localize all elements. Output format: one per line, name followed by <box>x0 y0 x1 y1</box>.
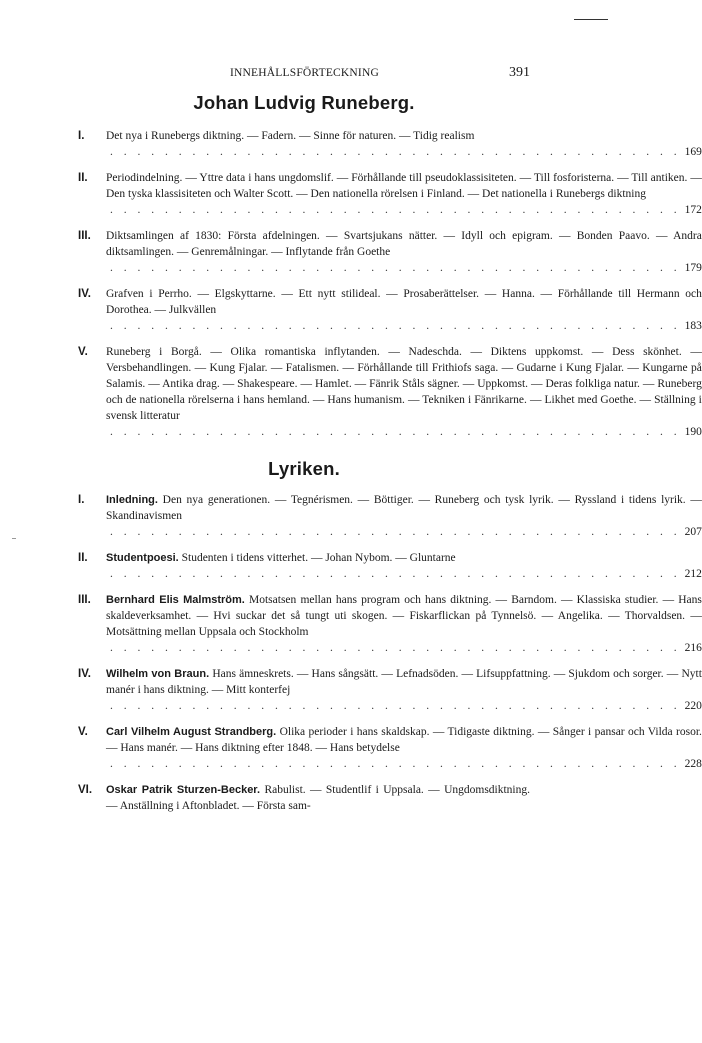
toc-entry <box>78 170 702 218</box>
toc-entry <box>78 666 702 714</box>
entry-number: IV. <box>78 288 92 300</box>
toc-entry <box>78 592 702 656</box>
leader-dots <box>110 524 681 540</box>
leader-dots <box>110 144 681 160</box>
entry-number: III. <box>78 594 91 606</box>
toc-entry <box>78 228 702 276</box>
leader-dots <box>110 640 681 656</box>
entry-lead: Inledning. <box>106 494 158 506</box>
leader-dots <box>110 202 681 218</box>
entry-page: 228 <box>684 758 702 770</box>
entry-text: Det nya i Runebergs diktning. — Fadern. — Sinne för naturen. — Tidig realism <box>106 130 475 142</box>
running-head-title: INNEHÅLLSFÖRTECKNING <box>230 67 379 79</box>
page <box>78 62 702 824</box>
gutter-mark <box>12 538 16 539</box>
section-title-runeberg: Johan Ludvig Runeberg. <box>193 92 415 113</box>
entry-lead: Oskar Patrik Sturzen-Becker. <box>106 784 261 796</box>
entry-text: Runeberg i Borgå. — Olika romantiska inflytanden. — Nadeschda. — Diktens uppkomst. — Dess skönhet. — Versbehandlingen. — Kung Fjalar. — Fatalismen. — Förhållande till Frithiofs saga. — Gudarne i Kung Fjalar. — Kungarne på Salamis. — Antika drag. — Shakespeare. — Hamlet. — Fänrik Ståls sägner. — Uppkomst. — Deras folkliga natur. — Runeberg och de nationella rörelserna i hans hemland. — Hans humanism. — Tekniken i Fänrikarne. — Likhet med Goethe. — Ställning i svensk litteratur <box>106 346 702 422</box>
entry-number: IV. <box>78 668 92 680</box>
leader-dots <box>110 566 681 582</box>
leader-dots <box>110 318 681 334</box>
page-number: 391 <box>509 65 530 80</box>
entry-lead: Wilhelm von Braun. <box>106 668 210 680</box>
toc-entry <box>78 128 702 160</box>
entry-number: III. <box>78 230 91 242</box>
toc-entry <box>78 344 702 440</box>
entry-text: Diktsamlingen af 1830: Första afdelningen. — Svartsjukans nätter. — Idyll och epigram. — Bonden Paavo. — Andra diktsamlingen. — Genremålningar. — Inflytande från Goethe <box>106 230 702 258</box>
entry-page: 172 <box>684 204 702 216</box>
entry-number: I. <box>78 130 85 142</box>
entry-text: Motsatsen mellan hans program och hans diktning. — Barndom. — Klassiska studier. — Hans skaldeverksamhet. — Hvi suckar det så tungt uti skogen. — Fiskarflickan på Tynnelsö. — Angelika. — Thorvaldsen. — Motsättning mellan Uppsala och Stockholm <box>106 594 702 638</box>
entry-page: 183 <box>684 320 702 332</box>
entry-text: Den nya generationen. — Tegnérismen. — Böttiger. — Runeberg och tysk lyrik. — Ryssland i tidens lyrik. — Skandinavismen <box>106 494 702 522</box>
entry-text: Periodindelning. — Yttre data i hans ungdomslif. — Förhållande till pseudoklassisiteten. — Till fosforisterna. — Till antiken. — Den tyska klassisiteten och Walter Scott. — Den nationella rörelsen i Finland. — Det nationella i Runebergs diktning <box>106 172 702 200</box>
entry-number: VI. <box>78 784 93 796</box>
entry-page: 169 <box>684 146 702 158</box>
entry-page: 212 <box>684 568 702 580</box>
toc-entry <box>78 550 702 582</box>
entry-number: I. <box>78 494 85 506</box>
entry-page: 216 <box>684 642 702 654</box>
entry-page: 220 <box>684 700 702 712</box>
toc-entry <box>78 782 530 814</box>
section-title-lyriken: Lyriken. <box>268 458 340 479</box>
entry-page: 179 <box>684 262 702 274</box>
entry-text: Grafven i Perrho. — Elgskyttarne. — Ett nytt stilideal. — Prosaberättelser. — Hanna. — Förhållande till Hermann och Dorothea. — Julkvällen <box>106 288 702 316</box>
entry-page: 207 <box>684 526 702 538</box>
toc-entry <box>78 286 702 334</box>
entry-lead: Carl Vilhelm August Strandberg. <box>106 726 277 738</box>
leader-dots <box>110 698 681 714</box>
running-head <box>78 62 530 82</box>
entry-text: Rabulist. — Studentlif i Uppsala. — Ungdomsdiktning. — Anställning i Aftonbladet. — Första sam- <box>106 784 530 812</box>
toc-entry <box>78 724 702 772</box>
entry-text: Olika perioder i hans skaldskap. — Tidigaste diktning. — Sånger i pansar och Vilda rosor. — Hans manér. — Hans diktning efter 1848. — Hans betydelse <box>106 726 702 754</box>
leader-dots <box>110 260 681 276</box>
entry-text: Studenten i tidens vitterhet. — Johan Nybom. — Gluntarne <box>181 552 456 564</box>
entry-number: II. <box>78 552 88 564</box>
edge-rule <box>574 19 608 20</box>
entry-number: V. <box>78 726 88 738</box>
entry-lead: Bernhard Elis Malmström. <box>106 594 245 606</box>
entry-number: V. <box>78 346 88 358</box>
entry-lead: Studentpoesi. <box>106 552 179 564</box>
entry-number: II. <box>78 172 88 184</box>
leader-dots <box>110 756 681 772</box>
entry-page: 190 <box>684 426 702 438</box>
toc-entry <box>78 492 702 540</box>
leader-dots <box>110 424 681 440</box>
entry-text: Hans ämneskrets. — Hans sångsätt. — Lefnadsöden. — Lifsuppfattning. — Sjukdom och sorger. — Nytt manér i hans diktning. — Mitt konterfej <box>106 668 702 696</box>
